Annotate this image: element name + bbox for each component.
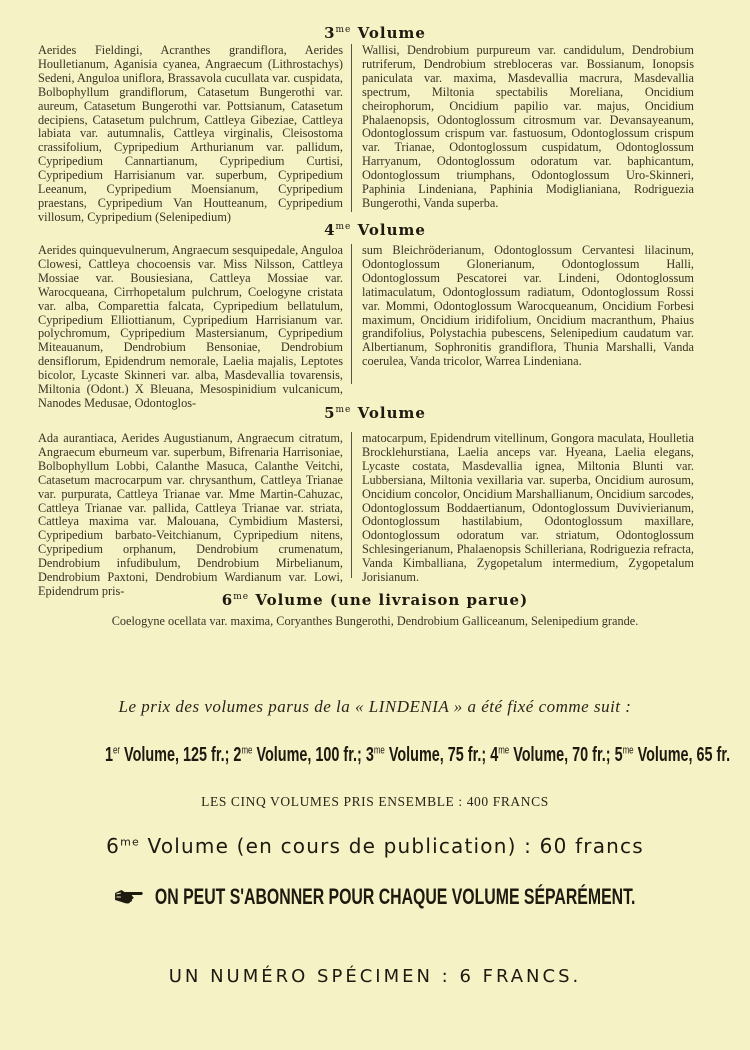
volume-5-left-column: Ada aurantiaca, Aerides Augustianum, Angraecum citratum, Angraecum eburneum var. superbum, Bifrenaria Harrisoniae, Bolbophyllum Lobbi, Calanthe Masuca, Calanthe Veitchi, Catasetum macrocarpum var. chrysanthum, Cattleya Trianae var. purpurata, Cattleya Trianae var. Mme Martin-Cahuzac, Cattleya Trianae var. pallida, Cattleya Trianae var. striata, Cattleya maxima var. Malouana, Cymbidium Mastersi, Cypripedium barbato-Veitchianum, Cypripedium nitens, Cypripedium orphanum, Dendrobium crumenatum, Dendrobium infudibulum, Dendrobium Mirbelianum, Dendrobium Paxtoni, Dendrobium Wardianum var. Lowi, Epidendrum pris-	[38, 431, 343, 598]
volume-4-heading: $4^{me}$ Volume	[324, 221, 426, 239]
price-vol-2: $2^{me}$ Volume, 100 fr.;	[233, 744, 366, 766]
price-vol-4: $4^{me}$ Volume, 70 fr.;	[490, 744, 615, 766]
subscription-notice: ON PEUT S'ABONNER POUR CHAQUE VOLUME SÉPARÉMENT.	[105, 884, 645, 911]
five-volumes-price: LES CINQ VOLUMES PRIS ENSEMBLE : 400 FRANCS	[201, 794, 549, 809]
volume-5-right-column: matocarpum, Epidendrum vitellinum, Gongora maculata, Houlletia Brocklehurstiana, Laelia anceps var. Hyeana, Laelia elegans, Lycaste costata, Masdevallia ignea, Miltonia Blunti var. Lubbersiana, Miltonia vexillaria var. superba, Oncidium aurosum, Oncidium concolor, Oncidium Marshallianum, Oncidium sarcodes, Odontoglossum Boddaertianum, Odontoglossum Duvivierianum, Odontoglossum hastilabium, Odontoglossum maxillare, Odontoglossum odoratum var. striatum, Odontoglossum Schlesingerianum, Phalaenopsis Schilleriana, Rodriguezia refracta, Vanda Kimballiana, Zygopetalum intermedium, Zygopetalum Jorisianum.	[362, 431, 694, 585]
price-intro: Le prix des volumes parus de la « LINDENIA » a été fixé comme suit :	[118, 697, 632, 716]
price-vol-3: $3^{me}$ Volume, 75 fr.;	[365, 744, 491, 766]
price-list	[105, 744, 731, 767]
volume-4-right-column: sum Bleichröderianum, Odontoglossum Cervantesi lilacinum, Odontoglossum Glonerianum, Odontoglossum Halli, Odontoglossum Pescatorei var. Lindeni, Odontoglossum latimaculatum, Odontoglossum radiatum, Odontoglossum Rossi var. Mommi, Odontoglossum Warocqueanum, Oncidium Forbesi maximum, Oncidium iridifolium, Oncidium macranthum, Phaius grandifolius, Polystachia pubescens, Selenipedium caudatum var. Albertianum, Sophronitis grandiflora, Thunia Marshalli, Vanda coerulea, Vanda tricolor, Warrea Lindeniana.	[362, 243, 694, 369]
volume-5-heading: $5^{me}$ Volume	[324, 404, 426, 422]
column-divider	[351, 244, 352, 384]
column-divider	[351, 44, 352, 212]
volume-6-heading: $6^{me}$ Volume (une livraison parue)	[221, 591, 529, 609]
column-divider	[351, 432, 352, 578]
price-vol-1: 1er Volume, 125 fr.;	[105, 744, 234, 766]
volume-6-text: Coelogyne ocellata var. maxima, Coryanthes Bungerothi, Dendrobium Galliceanum, Selenipedium grande.	[111, 614, 639, 628]
volume-3-left-column: Aerides Fieldingi, Acranthes grandiflora, Aerides Houlletianum, Aganisia cyanea, Angraecum (Lithrostachys) Sedeni, Anguloa uniflora, Brassavola cucullata var. cuspidata, Bolbophyllum grandiflorum, Catasetum Bungerothi var. aureum, Catasetum Bungerothi var. Pottsianum, Catasetum decipiens, Catasetum pulchrum, Cattleya Gibeziae, Cattleya labiata var. autumnalis, Cattleya virginalis, Cleisostoma crassifolium, Cypripedium Arthurianum var. pallidum, Cypripedium Cannartianum, Cypripedium Curtisi, Cypripedium Harrisianum var. superbum, Cypripedium Leeanum, Cypripedium Moensianum, Cypripedium praestans, Cypripedium Van Houtteanum, Cypripedium villosum, Cypripedium (Selenipedium)	[38, 43, 343, 224]
sixth-volume-price: $6^{me}$ Volume (en cours de publication) : 60 francs	[106, 834, 644, 858]
specimen-price: UN NUMÉRO SPÉCIMEN : 6 FRANCS.	[168, 966, 582, 987]
volume-3-heading: $3^{me}$ Volume	[324, 24, 426, 42]
price-vol-5: $5^{me}$ Volume, 65 fr.	[614, 744, 731, 766]
volume-3-right-column: Wallisi, Dendrobium purpureum var. candidulum, Dendrobium rutriferum, Dendrobium strebloceras var. Bossianum, Ionopsis paniculata var. maxima, Masdevallia macrura, Masdevallia spectrum, Miltonia spectabilis Moreliana, Oncidium cheirophorum, Oncidium papilio var. majus, Oncidium Phalaenopsis, Odontoglossum citrosmum var. Devansayeanum, Odontoglossum crispum var. fastuosum, Odontoglossum crispum var. Trianae, Odontoglossum cuspidatum, Odontoglossum Harryanum, Odontoglossum odoratum var. baphicantum, Odontoglossum triumphans, Odontoglossum Uro-Skinneri, Paphinia Lindeniana, Paphinia Modiglianiana, Rodriguezia Bungerothi, Vanda superba.	[362, 43, 694, 210]
volume-4-left-column: Aerides quinquevulnerum, Angraecum sesquipedale, Anguloa Clowesi, Cattleya chocoensis var. Miss Nilsson, Cattleya Mossiae var. Bousiesiana, Cattleya Mossiae var. Warocqueana, Cirrhopetalum pulchrum, Coelogyne cristata var. alba, Comparettia falcata, Cypripedium bellatulum, Cypripedium Elliottianum, Cypripedium Harrisianum var. polychromum, Cypripedium Mastersianum, Cypripedium Miteauanum, Dendrobium Bensoniae, Dendrobium densiflorum, Epidendrum nemorale, Laelia majalis, Leptotes bicolor, Lycaste Skinneri var. alba, Masdevallia tovarensis, Miltonia (Odont.) X Bleuana, Mesospinidium vulcanicum, Nanodes Medusae, Odontoglos-	[38, 243, 343, 410]
pointing-hand-icon	[115, 885, 145, 911]
